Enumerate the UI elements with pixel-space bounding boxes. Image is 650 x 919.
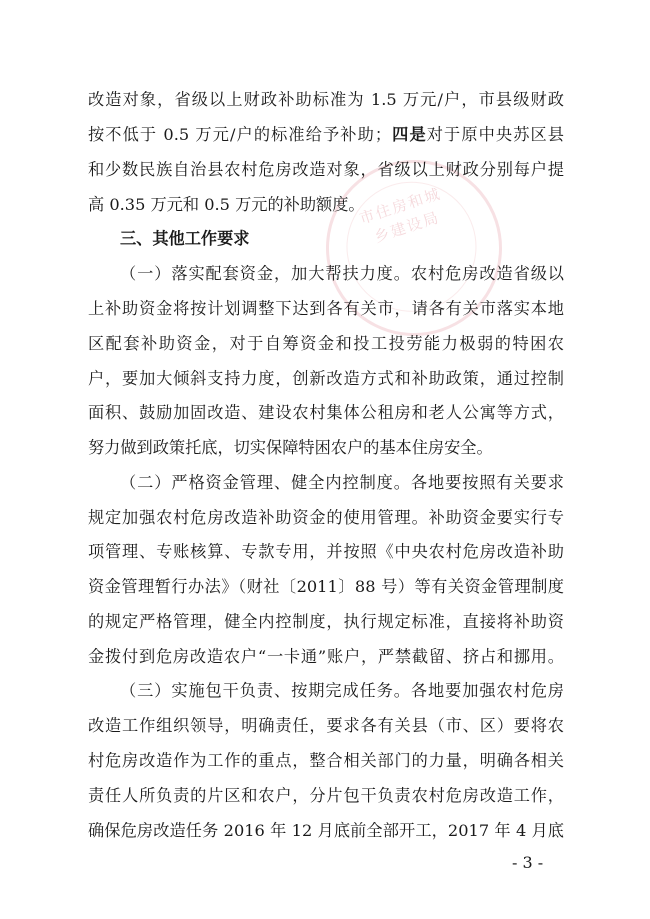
body-line: 努力做到政策托底，切实保障特困农户的基本住房安全。 (88, 438, 493, 457)
body-line: 村危房改造作为工作的重点，整合相关部门的力量，明确各相关 (88, 751, 564, 770)
body-line: 确保危房改造任务 2016 年 12 月底前全部开工，2017 年 4 月底 (88, 821, 564, 840)
body-line: 改造对象，省级以上财政补助标准为 1.5 万元/户，市县级财政 (88, 90, 564, 109)
paragraph-start: （三）实施包干负责、按期完成任务。各地要加强农村危房 (120, 681, 564, 700)
body-line: 资金管理暂行办法》（财社〔2011〕88 号）等有关资金管理制度 (88, 577, 564, 596)
page-number: - 3 - (512, 853, 544, 872)
line-segment: 按不低于 0.5 万元/户的标准给予补助； (88, 125, 392, 144)
body-line (88, 124, 564, 146)
body-line: 户，要加大倾斜支持力度，创新改造方式和补助政策，通过控制 (88, 369, 564, 388)
paragraph-start: （一）落实配套资金，加大帮扶力度。农村危房改造省级以 (120, 264, 564, 283)
body-line: 责任人所负责的片区和农户，分片包干负责农村危房改造工作， (88, 786, 564, 805)
body-line: 和少数民族自治县农村危房改造对象，省级以上财政分别每户提 (88, 160, 564, 179)
body-line: 面积、鼓励加固改造、建设农村集体公租房和老人公寓等方式， (88, 403, 564, 422)
body-line: 规定加强农村危房改造补助资金的使用管理。补助资金要实行专 (88, 508, 564, 527)
section-heading: 三、其他工作要求 (120, 229, 250, 248)
bold-keyword: 四是 (391, 125, 427, 144)
body-line: 金拨付到危房改造农户“一卡通”账户，严禁截留、挤占和挪用。 (88, 647, 564, 666)
line-segment: 对于原中央苏区县 (426, 125, 564, 144)
body-line: 项管理、专账核算、专款专用，并按照《中央农村危房改造补助 (88, 542, 564, 561)
paragraph-start: （二）严格资金管理、健全内控制度。各地要按照有关要求 (120, 473, 564, 492)
body-line: 上补助资金将按计划调整下达到各有关市，请各有关市落实本地 (88, 299, 564, 318)
seal-text: 市住房和城乡建设局 (357, 184, 444, 247)
body-line: 区配套补助资金，对于自筹资金和投工投劳能力极弱的特困农 (88, 334, 564, 353)
body-line: 高 0.35 万元和 0.5 万元的补助额度。 (88, 195, 365, 214)
body-line: 的规定严格管理，健全内控制度，执行规定标准，直接将补助资 (88, 612, 564, 631)
body-line: 改造工作组织领导，明确责任，要求各有关县（市、区）要将农 (88, 716, 564, 735)
